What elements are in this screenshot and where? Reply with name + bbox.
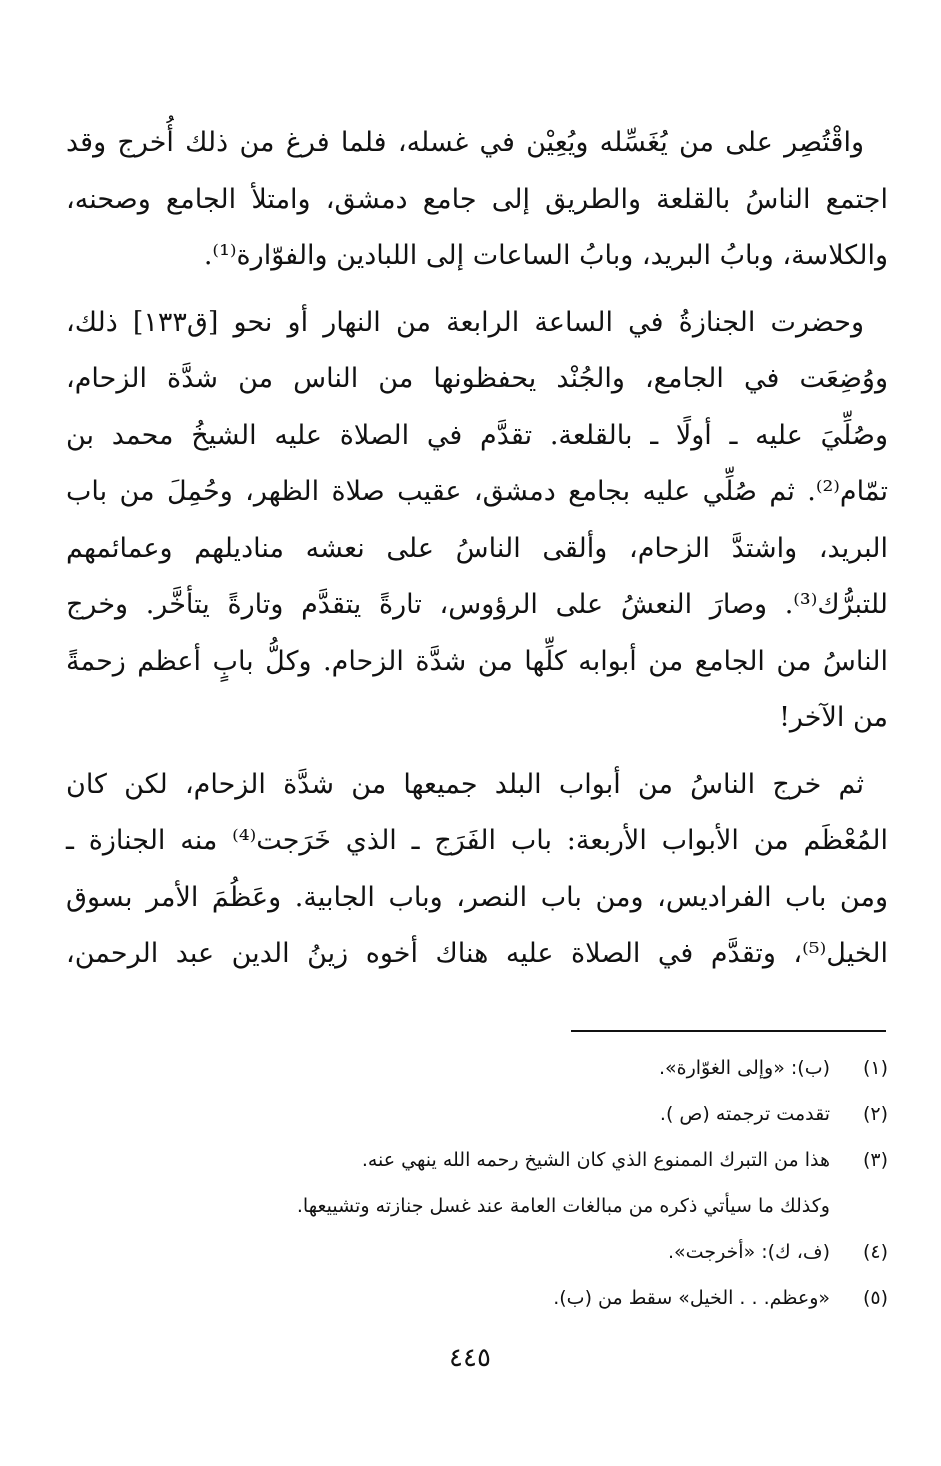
footnote-text: هذا من التبرك الممنوع الذي كان الشيخ رحمه الله ينهي عنه.	[361, 1149, 830, 1171]
footnotes	[200, 1045, 888, 1321]
text-line: ووُضِعَت في الجامع، والجُنْد يحفظونها من الناس من شدَّة الزحام،	[66, 363, 888, 394]
text-line: ومن باب الفراديس، ومن باب النصر، وباب الجابية. وعَظُمَ الأمر بسوق	[66, 881, 888, 913]
paragraph-2	[66, 295, 888, 747]
footnote-text: (ف، ك): «أخرجت».	[668, 1241, 830, 1263]
paragraph-3	[66, 757, 888, 983]
footnote-separator	[571, 1030, 886, 1032]
text-line: وصُلِّيَ عليه ـ أولًا ـ بالقلعة. تقدَّم في الصلاة عليه الشيخُ محمد بن	[66, 419, 888, 451]
text-line: واقْتُصِر على من يُغَسِّله ويُعِيْن في غسله، فلما فرغ من ذلك أُخرج وقد	[66, 127, 864, 158]
footnote-5	[200, 1275, 888, 1321]
footnote-number: (١)	[862, 1057, 888, 1079]
footnote-4	[200, 1229, 888, 1275]
paragraph-1	[66, 115, 888, 285]
footnote-number: (٤)	[862, 1241, 888, 1263]
footnote-3	[200, 1137, 888, 1183]
footnote-text: (ب): «وإلى الغوّارة».	[658, 1057, 830, 1079]
page-number: ٤٤٥	[449, 1343, 491, 1373]
text-line: ثم خرج الناسُ من أبواب البلد جميعها من شدَّة الزحام، لكن كان	[66, 768, 864, 800]
footnote-text: تقدمت ترجمته (ص ).	[659, 1103, 830, 1125]
footnote-number: (٣)	[862, 1149, 888, 1171]
main-text	[66, 115, 888, 993]
footnote-3-continuation: وكذلك ما سيأتي ذكره من مبالغات العامة عند غسل جنازته وتشييعها.	[296, 1195, 830, 1217]
footnote-2	[200, 1091, 888, 1137]
footnote-text: «وعظم. . . الخيل» سقط من (ب).	[553, 1287, 830, 1309]
text-line: المُعْظَم من الأبواب الأربعة: باب الفَرَج ـ الذي خَرَجت⁽⁴⁾ منه الجنازة ـ	[66, 825, 888, 856]
text-line: اجتمع الناسُ بالقلعة والطريق إلى جامع دمشق، وامتلأ الجامع وصحنه،	[66, 183, 888, 215]
footnote-number: (٢)	[862, 1103, 888, 1125]
text-line: وحضرت الجنازةُ في الساعة الرابعة من النهار أو نحو [ق١٣٣] ذلك،	[66, 306, 864, 338]
text-line: الخيل⁽⁵⁾، وتقدَّم في الصلاة عليه هناك أخوه زينُ الدين عبد الرحمن،	[66, 938, 888, 969]
text-line: والكلاسة، وبابُ البريد، وبابُ الساعات إلى اللبادين والفوّارة⁽¹⁾.	[203, 240, 888, 271]
text-line: للتبرُّك⁽³⁾. وصارَ النعشُ على الرؤوس، تارةً يتقدَّم وتارةً يتأخَّر. وخرج	[66, 589, 888, 620]
text-line: البريد، واشتدَّ الزحام، وألقى الناسُ على نعشه مناديلهم وعمائمهم	[66, 532, 888, 564]
text-line: الناسُ من الجامع من أبوابه كلِّها من شدَّة الزحام. وكلُّ بابٍ أعظم زحمةً	[66, 645, 888, 677]
footnote-1	[200, 1045, 888, 1091]
text-line: من الآخر!	[779, 702, 888, 733]
text-line: تمّام⁽²⁾. ثم صُلِّي عليه بجامع دمشق، عقيب صلاة الظهر، وحُمِلَ من باب	[66, 476, 888, 507]
footnote-number: (٥)	[862, 1287, 888, 1309]
